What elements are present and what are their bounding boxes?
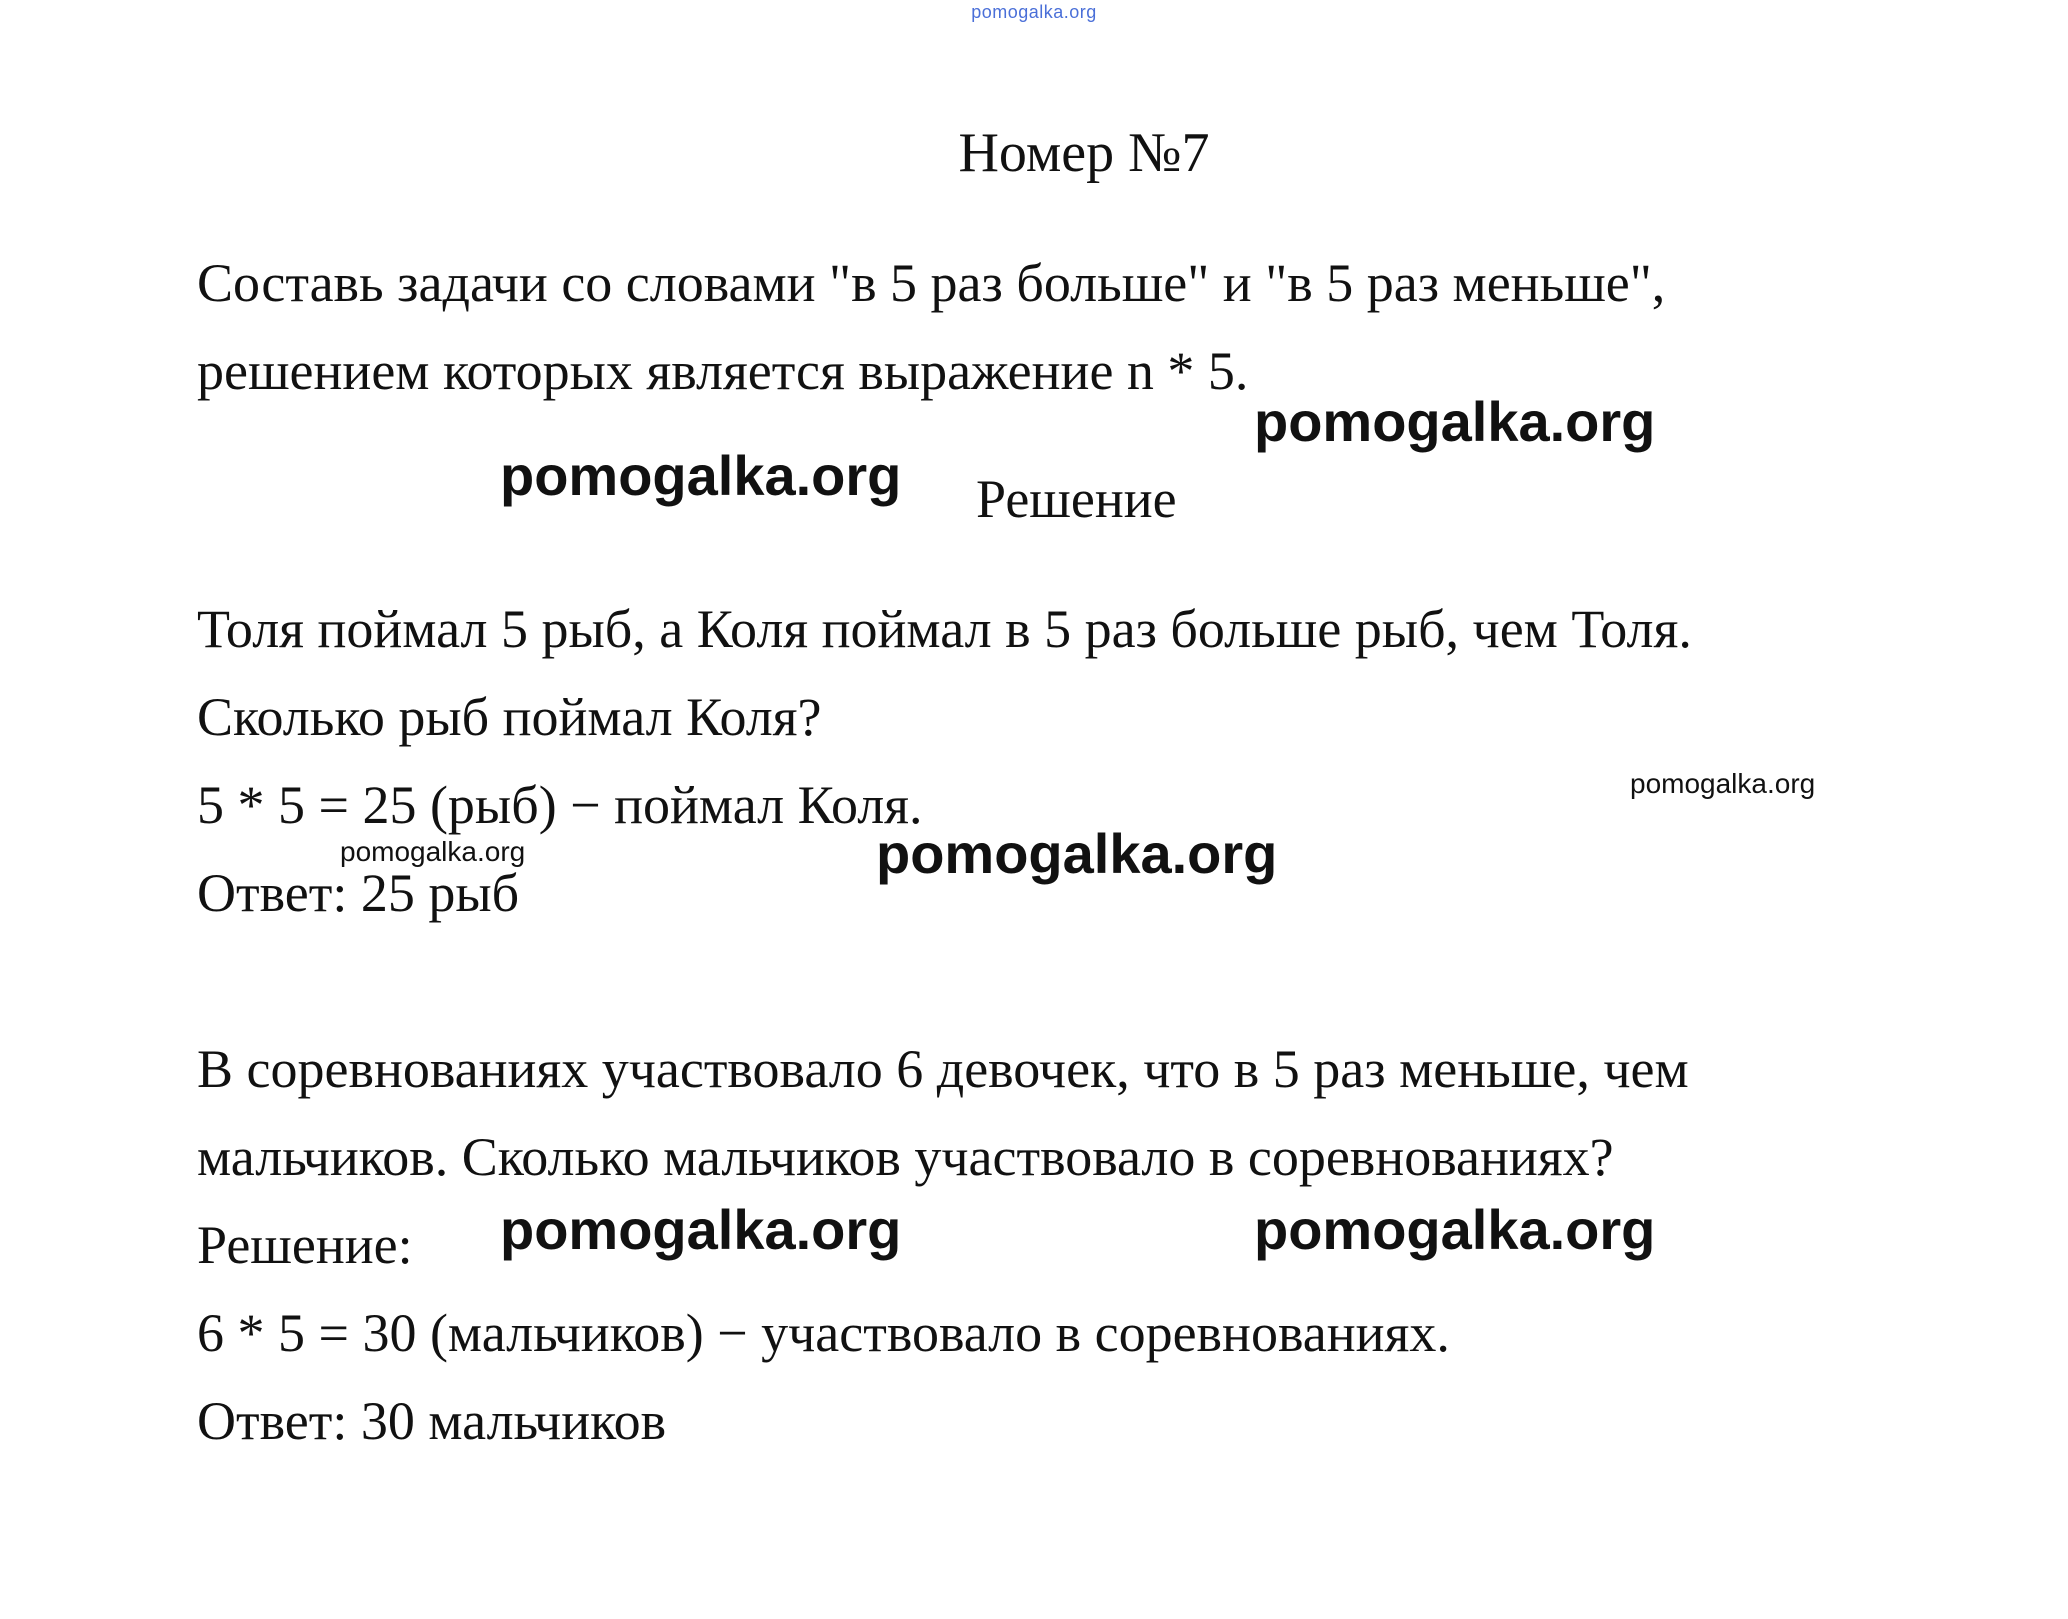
problem2-calculation: 6 * 5 = 30 (мальчиков) − участвовало в соревнованиях. (197, 1303, 1450, 1363)
task-line-2: решением которых является выражение n * 5. (197, 341, 1249, 401)
header-watermark: pomogalka.org (971, 2, 1097, 22)
page-title: Номер №7 (958, 122, 1210, 184)
task-line-1: Составь задачи со словами "в 5 раз больше" и "в 5 раз меньше", (197, 253, 1666, 313)
watermark: pomogalka.org (1254, 390, 1656, 453)
problem2-line-2: мальчиков. Сколько мальчиков участвовало в соревнованиях? (197, 1127, 1614, 1187)
watermark: pomogalka.org (1630, 768, 1816, 799)
watermark: pomogalka.org (500, 444, 902, 507)
watermark: pomogalka.org (340, 836, 526, 867)
watermark: pomogalka.org (876, 822, 1278, 885)
problem1-line-1: Толя поймал 5 рыб, а Коля поймал в 5 раз больше рыб, чем Толя. (197, 599, 1692, 659)
problem1-line-2: Сколько рыб поймал Коля? (197, 687, 822, 747)
problem2-answer: Ответ: 30 мальчиков (197, 1391, 667, 1451)
watermark: pomogalka.org (1254, 1198, 1656, 1261)
problem1-calculation: 5 * 5 = 25 (рыб) − поймал Коля. (197, 775, 923, 835)
solution-heading: Решение (976, 469, 1177, 529)
problem2-solution-label: Решение: (197, 1215, 413, 1275)
problem1-answer: Ответ: 25 рыб (197, 863, 520, 923)
watermark: pomogalka.org (500, 1198, 902, 1261)
problem2-line-1: В соревнованиях участвовало 6 девочек, что в 5 раз меньше, чем (197, 1039, 1689, 1099)
